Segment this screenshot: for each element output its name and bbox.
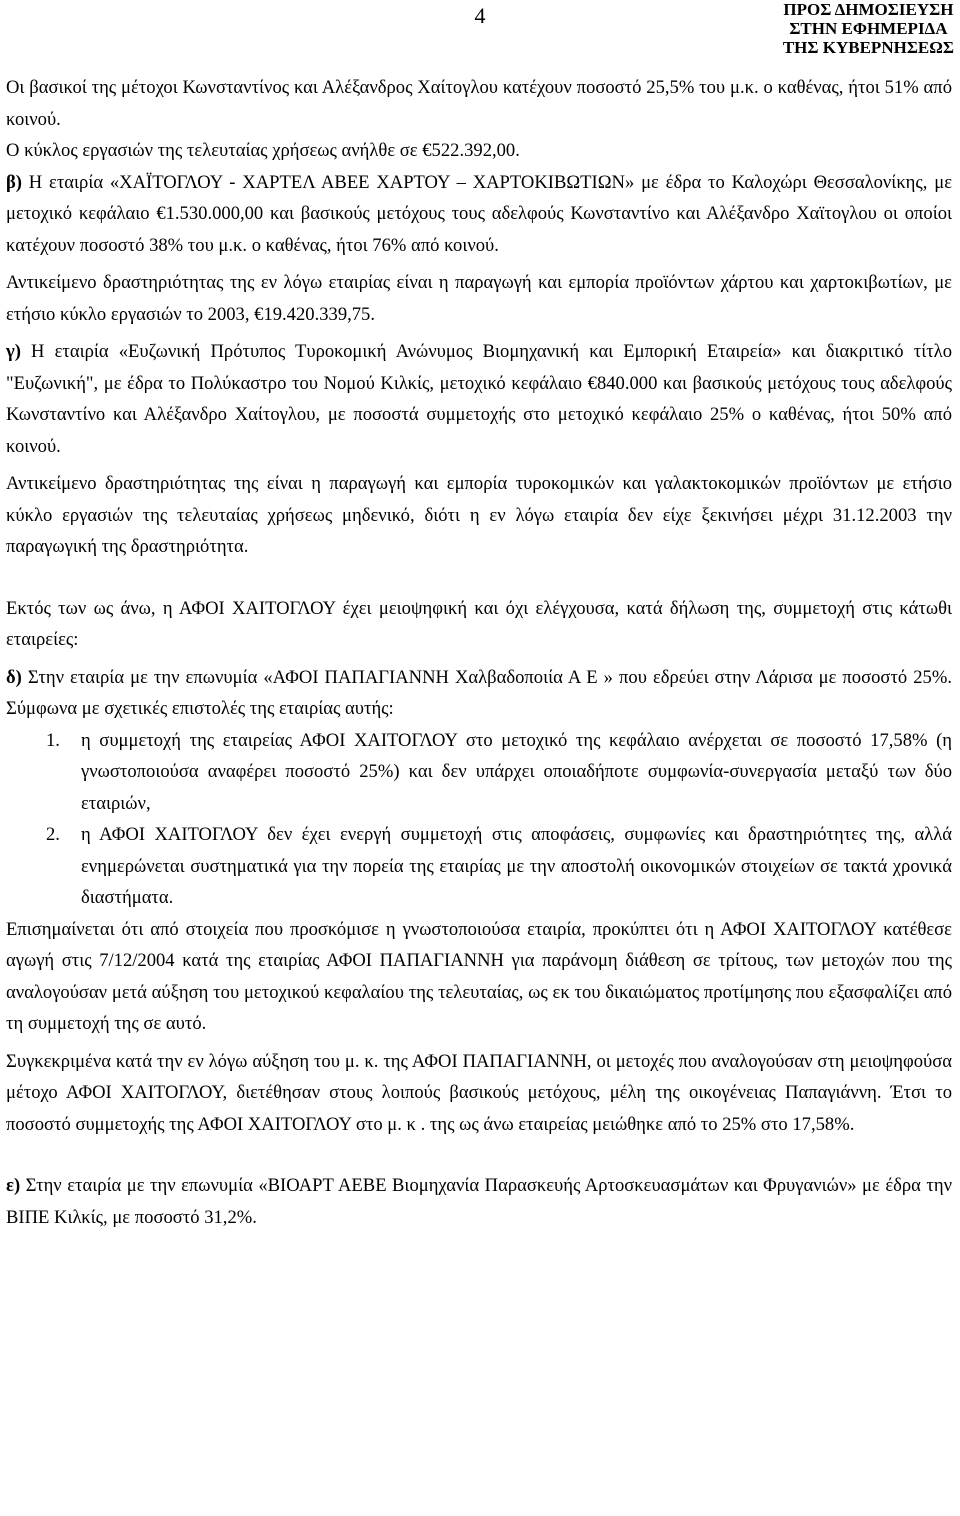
capital-increase-paragraph: Συγκεκριμένα κατά την εν λόγω αύξηση του μ. κ. της ΑΦΟΙ ΠΑΠΑΓΙΑΝΝΗ, οι μετοχές που αναλογούσαν στη μειοψηφούσα μέτοχο ΑΦΟΙ ΧΑΙΤΟΓΛΟΥ, διετέθησαν στους λοιπούς βασικούς μετόχους, μέλη της οικογένειας Παπαγιάννη. Έτσι το ποσοστό συμμετοχής της ΑΦΟΙ ΧΑΙΤΟΓΛΟΥ στο μ. κ . της ως άνω εταιρείας μειώθηκε από το 25% στο 17,58%. (6, 1050, 952, 1135)
section-d-text: Στην εταιρία με την επωνυμία «ΑΦΟΙ ΠΑΠΑΓΙΑΝΝΗ Χαλβαδοποιία Α Ε » που εδρεύει στην Λάρισα με ποσοστό 25%. Σύμφωνα με σχετικές επιστολές της εταιρίας αυτής: (6, 666, 952, 719)
publication-stamp (783, 0, 954, 57)
section-d-paragraph (6, 662, 952, 725)
section-d-label: δ) (6, 666, 22, 688)
turnover-paragraph: Ο κύκλος εργασιών της τελευταίας χρήσεως ανήλθε σε €522.392,00. (6, 140, 520, 161)
section-c-activity-paragraph: Αντικείμενο δραστηριότητας της είναι η παραγωγή και εμπορία τυροκομικών και γαλακτοκομικών προϊόντων με ετήσιο κύκλο εργασιών της τελευταίας χρήσεως μηδενικό, διότι η εν λόγω εταιρία δεν είχε ξεκινήσει μέχρι 31.12.2003 την παραγωγική της δραστηριότητα. (6, 473, 952, 557)
document-body (6, 72, 952, 1233)
section-e-text: Στην εταιρία με την επωνυμία «ΒΙΟΑΡΤ ΑΕΒΕ Βιομηχανία Παρασκευής Αρτοσκευασμάτων και Φρυγανιών» με έδρα την ΒΙΠΕ Κιλκίς, με ποσοστό 31,2%. (6, 1175, 952, 1228)
section-c-text: Η εταιρία «Ευζωνική Πρότυπος Τυροκομική Ανώνυμος Βιομηχανική και Εμπορική Εταιρεία» και διακριτικό τίτλο "Ευζωνική", με έδρα το Πολύκαστρο του Νομού Κιλκίς, μετοχικό κεφάλαιο €840.000 και βασικούς μετόχους τους αδελφούς Κωνσταντίνο και Αλέξανδρο Χαίτογλου, με ποσοστά συμμετοχής στο μετοχικό κεφάλαιο 25% ο καθένας, ήτοι 50% από κοινού. (6, 341, 952, 457)
section-b-label: β) (6, 171, 22, 193)
stamp-line-1: ΠΡΟΣ ΔΗΜΟΣΙΕΥΣΗ (783, 0, 954, 19)
shareholders-paragraph: Οι βασικοί της μέτοχοι Κωνσταντίνος και Αλέξανδρος Χαίτογλου κατέχουν ποσοστό 25,5% του μ.κ. ο καθένας, ήτοι 51% από κοινού. (6, 77, 952, 130)
stamp-line-3: ΤΗΣ ΚΥΒΕΡΝΗΣΕΩΣ (782, 38, 954, 57)
page-number: 4 (474, 3, 486, 28)
section-b-text: Η εταιρία «ΧΑΪΤΟΓΛΟΥ - ΧΑΡΤΕΛ ΑΒΕΕ ΧΑΡΤΟΥ – ΧΑΡΤΟΚΙΒΩΤΙΩΝ» με έδρα το Καλοχώρι Θεσσαλονίκης, με μετοχικό κεφάλαιο €1.530.000,00 και βασικούς μετόχους τους αδελφούς Κωνσταντίνο και Αλέξανδρο Χαϊτογλου οι οποίοι κατέχουν ποσοστό 38% του μ.κ. ο καθένας, ήτοι 76% από κοινού. (6, 171, 952, 256)
stamp-line-2: ΣΤΗΝ ΕΦΗΜΕΡΙΔΑ (789, 19, 948, 38)
section-b-activity-paragraph: Αντικείμενο δραστηριότητας της εν λόγω εταιρίας είναι η παραγωγή και εμπορία προϊόντων χάρτου και χαρτοκιβωτίων, με ετήσιο κύκλο εργασιών το 2003, €19.420.339,75. (6, 272, 952, 325)
section-c-label: γ) (6, 341, 21, 362)
list-item-number: 2. (46, 824, 60, 845)
list-item-text: η ΑΦΟΙ ΧΑΙΤΟΓΛΟΥ δεν έχει ενεργή συμμετοχή στις αποφάσεις, συμφωνίες και δραστηριότητες της, αλλά ενημερώνεται συστηματικά για την πορεία της εταιρίας με την αποστολή οικονομικών στοιχείων σε τακτά χρονικά διαστήματα. (81, 824, 952, 908)
list-item (6, 819, 952, 914)
section-b-paragraph (6, 167, 952, 262)
list-item (6, 725, 952, 820)
list-item-text: η συμμετοχή της εταιρείας ΑΦΟΙ ΧΑΙΤΟΓΛΟΥ στο μετοχικό της κεφάλαιο ανέρχεται σε ποσοστό 17,58% (η γνωστοποιούσα αναφέρει ποσοστό 25%) και δεν υπάρχει οποιαδήποτε συμφωνία-συνεργασία μεταξύ των δύο εταιριών, (81, 729, 952, 814)
section-e-paragraph (6, 1170, 952, 1233)
section-e-label: ε) (6, 1175, 21, 1196)
list-item-number: 1. (46, 729, 60, 751)
numbered-list (6, 725, 952, 914)
section-c-paragraph (6, 336, 952, 462)
lawsuit-paragraph: Επισημαίνεται ότι από στοιχεία που προσκόμισε η γνωστοποιούσα εταιρία, προκύπτει ότι η ΑΦΟΙ ΧΑΙΤΟΓΛΟΥ κατέθεσε αγωγή στις 7/12/2004 κατά της εταιρίας ΑΦΟΙ ΠΑΠΑΓΙΑΝΝΗ για παράνομη διάθεση σε τρίτους, των μετοχών που της αναλογούσαν μετά αύξηση του μετοχικού κεφαλαίου της τελευταίας, ως εκ του δικαιώματος προτίμησης που εξασφαλίζει από τη συμμετοχή της σε αυτό. (6, 918, 952, 1034)
minority-holdings-paragraph: Εκτός των ως άνω, η ΑΦΟΙ ΧΑΙΤΟΓΛΟΥ έχει μειοψηφική και όχι ελέγχουσα, κατά δήλωση της, συμμετοχή στις κάτωθι εταιρείες: (6, 597, 952, 650)
